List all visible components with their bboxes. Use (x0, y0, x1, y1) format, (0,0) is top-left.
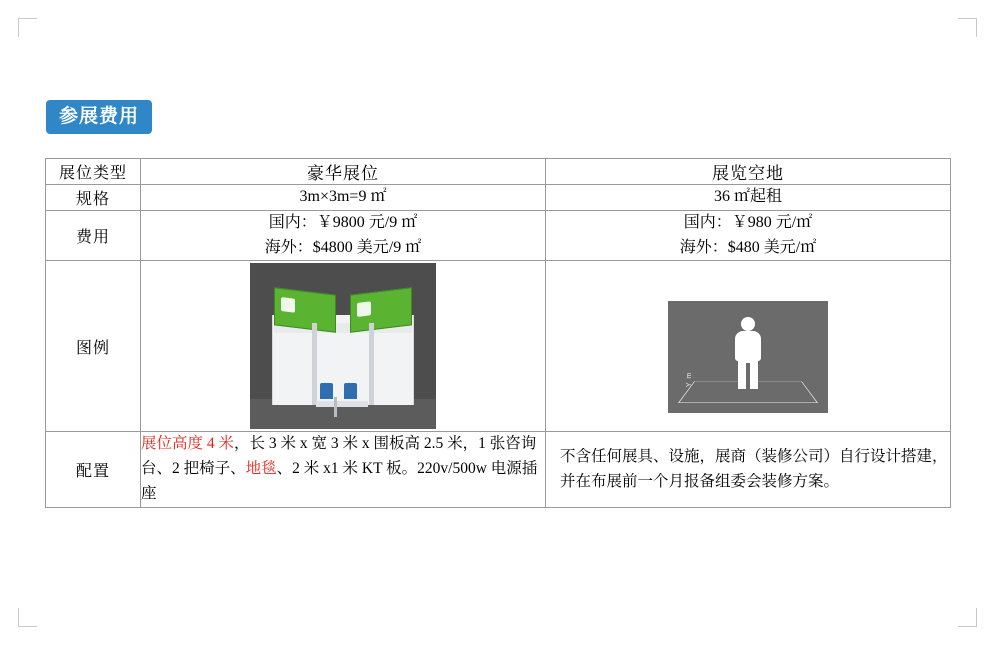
table-row-booth-type (46, 159, 951, 185)
crop-mark-bottom-right (958, 608, 977, 627)
space-person-legs (738, 359, 758, 389)
config-space-cell: 不含任何展具、设施，展商（装修公司）自行设计搭建，并在布展前一个月报备组委会装修方案。 (546, 432, 951, 507)
section-heading-badge: 参展费用 (46, 100, 152, 134)
space-person-body (735, 331, 761, 361)
row-label-spec: 规格 (46, 185, 141, 211)
fee-luxury-cell (141, 210, 546, 261)
exhibition-fee-table (45, 158, 951, 508)
open-space-illustration (668, 301, 828, 413)
table-row-example (46, 261, 951, 432)
spec-space-value: 36 ㎡起租 (546, 185, 951, 211)
luxury-booth-illustration (250, 263, 436, 429)
crop-mark-bottom-left (18, 608, 37, 627)
booth-green-panel-left (274, 288, 336, 334)
example-space-cell (546, 261, 951, 432)
row-label-config: 配置 (46, 432, 141, 507)
crop-mark-top-left (18, 18, 37, 37)
table-row-fee (46, 210, 951, 261)
space-axis-label: Y m (686, 372, 694, 388)
config-luxury-highlight-height: 展位高度 4 米 (141, 435, 235, 453)
booth-chair-left (320, 383, 333, 399)
fee-space-overseas: 海外：$480 美元/㎡ (679, 238, 817, 256)
row-label-example: 图例 (46, 261, 141, 432)
fee-space-domestic: 国内：￥980 元/㎡ (683, 213, 813, 231)
crop-mark-top-right (958, 18, 977, 37)
config-luxury-highlight-carpet: 地毯 (245, 460, 277, 478)
example-luxury-cell (141, 261, 546, 432)
space-person-head (741, 317, 755, 331)
booth-chair-right (344, 383, 357, 399)
table-row-spec (46, 185, 951, 211)
booth-kt-board-stand (334, 397, 337, 417)
row-label-fee: 费用 (46, 210, 141, 261)
booth-post-left (312, 323, 317, 405)
column-header-luxury-booth: 豪华展位 (141, 159, 546, 185)
config-luxury-cell (141, 432, 546, 507)
fee-luxury-overseas: 海外：$4800 美元/9 ㎡ (264, 238, 422, 256)
booth-post-right (369, 323, 374, 405)
config-luxury-text-1: ，长 3 米 x 宽 3 米 x 围板高 2.5 米，1 张咨询台、2 把椅子、 (141, 435, 537, 478)
row-label-booth-type: 展位类型 (46, 159, 141, 185)
column-header-open-space: 展览空地 (546, 159, 951, 185)
config-luxury-text-2: 、2 米 x1 米 KT 板。220v/500w 电源插座 (141, 460, 538, 502)
fee-space-cell (546, 210, 951, 261)
table-row-config (46, 432, 951, 507)
booth-reception-desk (316, 401, 368, 407)
fee-luxury-domestic: 国内：￥9800 元/9 ㎡ (268, 213, 418, 231)
spec-luxury-value: 3m×3m=9 ㎡ (141, 185, 546, 211)
